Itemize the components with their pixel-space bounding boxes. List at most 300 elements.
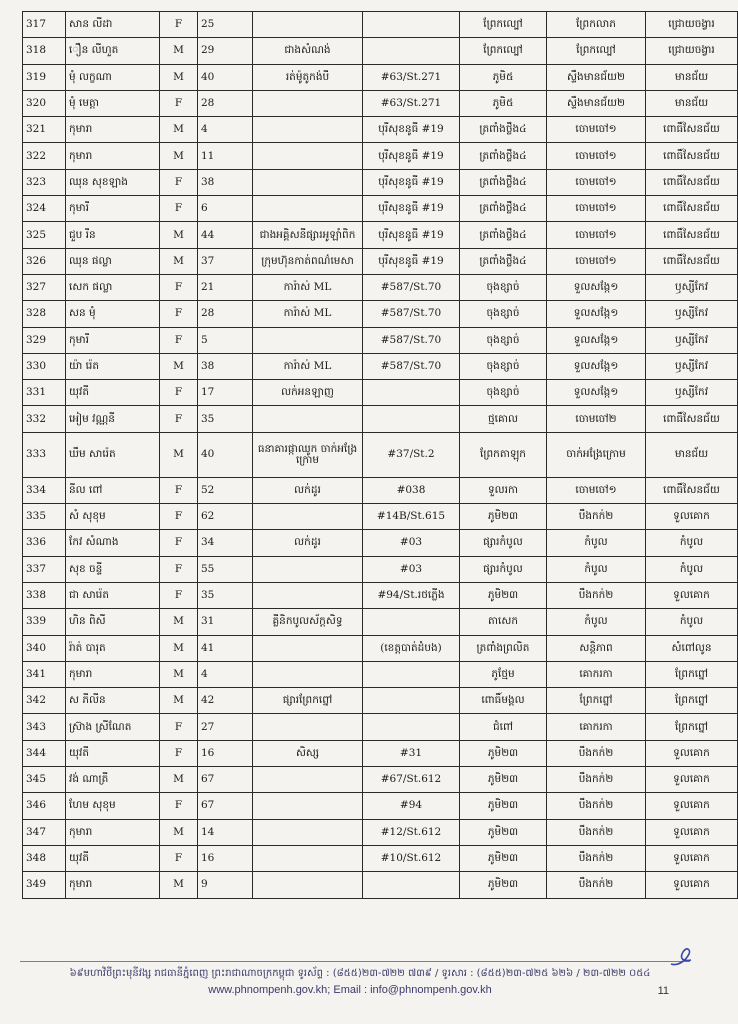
- cell-commune: ទួលសង្កែ១: [547, 380, 646, 406]
- table-row: [23, 845, 738, 871]
- cell-occupation: [253, 872, 363, 898]
- cell-house-address: #63/St.271: [363, 90, 460, 116]
- cell-person-name: យ៉ា រ៉េត: [66, 353, 160, 379]
- cell-sex: M: [160, 872, 198, 898]
- cell-row-number: 332: [23, 406, 66, 432]
- cell-row-number: 348: [23, 845, 66, 871]
- cell-sex: M: [160, 248, 198, 274]
- cell-age: 9: [198, 872, 253, 898]
- cell-occupation: លក់អនឡាញ: [253, 380, 363, 406]
- cell-row-number: 327: [23, 274, 66, 300]
- cell-district: ទួលគោក: [646, 872, 738, 898]
- cell-district: ព្រែកព្នៅ: [646, 661, 738, 687]
- cell-person-name: សាន លីដា: [66, 12, 160, 38]
- cell-age: 5: [198, 327, 253, 353]
- cell-person-name: សន មុំ: [66, 301, 160, 327]
- cell-person-name: យុវតី: [66, 845, 160, 871]
- cell-house-address: [363, 12, 460, 38]
- cell-occupation: [253, 196, 363, 222]
- cell-row-number: 343: [23, 714, 66, 740]
- table-row: [23, 353, 738, 379]
- cell-age: 25: [198, 12, 253, 38]
- cell-age: 40: [198, 432, 253, 477]
- cell-sex: F: [160, 274, 198, 300]
- cell-row-number: 336: [23, 530, 66, 556]
- cell-district: មានជ័យ: [646, 64, 738, 90]
- cell-row-number: 337: [23, 556, 66, 582]
- cell-row-number: 328: [23, 301, 66, 327]
- cell-house-address: #94/St.រថភ្លើង: [363, 582, 460, 608]
- table-row: [23, 661, 738, 687]
- registry-rows: [23, 12, 738, 899]
- cell-village: ត្រពាំងថ្លឹង៤: [460, 248, 547, 274]
- cell-sex: M: [160, 38, 198, 64]
- cell-house-address: #587/St.70: [363, 301, 460, 327]
- cell-house-address: បុរីសុខនូធី #19: [363, 196, 460, 222]
- cell-commune: សន្តិភាព: [547, 635, 646, 661]
- cell-occupation: ធនាគារផ្កាឈូក ចាក់អង្រែក្រោម: [253, 432, 363, 477]
- cell-commune: បឹងកក់២: [547, 845, 646, 871]
- table-row: [23, 714, 738, 740]
- cell-village: ពោធិ៍មង្គល: [460, 688, 547, 714]
- cell-house-address: #37/St.2: [363, 432, 460, 477]
- cell-sex: F: [160, 90, 198, 116]
- cell-person-name: រ៉ាត់ បារុត: [66, 635, 160, 661]
- table-row: [23, 432, 738, 477]
- cell-age: 28: [198, 301, 253, 327]
- cell-age: 11: [198, 143, 253, 169]
- cell-village: ភូមិ២៣: [460, 793, 547, 819]
- cell-district: កំបូល: [646, 530, 738, 556]
- cell-person-name: កុមារី: [66, 196, 160, 222]
- cell-house-address: [363, 406, 460, 432]
- cell-village: ភូមិ២៣: [460, 767, 547, 793]
- cell-row-number: 323: [23, 169, 66, 195]
- cell-age: 67: [198, 793, 253, 819]
- cell-occupation: [253, 504, 363, 530]
- cell-village: ត្រពាំងថ្លឹង៤: [460, 196, 547, 222]
- cell-row-number: 325: [23, 222, 66, 248]
- cell-district: ព្រែកព្នៅ: [646, 688, 738, 714]
- table-row: [23, 635, 738, 661]
- cell-person-name: យុវតី: [66, 740, 160, 766]
- cell-occupation: សិស្ស: [253, 740, 363, 766]
- cell-house-address: #67/St.612: [363, 767, 460, 793]
- cell-age: 41: [198, 635, 253, 661]
- cell-house-address: បុរីសុខនូធី #19: [363, 117, 460, 143]
- cell-occupation: ការ៉ាស់ ML: [253, 353, 363, 379]
- cell-row-number: 322: [23, 143, 66, 169]
- cell-person-name: កុមារា: [66, 117, 160, 143]
- cell-house-address: បុរីសុខនូធី #19: [363, 169, 460, 195]
- cell-village: ព្រែកល្បៅ: [460, 38, 547, 64]
- cell-age: 42: [198, 688, 253, 714]
- cell-person-name: កុមារា: [66, 819, 160, 845]
- table-row: [23, 90, 738, 116]
- cell-sex: F: [160, 380, 198, 406]
- cell-row-number: 338: [23, 582, 66, 608]
- table-row: [23, 222, 738, 248]
- cell-occupation: [253, 327, 363, 353]
- cell-person-name: ស ភីលីន: [66, 688, 160, 714]
- cell-occupation: ជាងអគ្គិសនីផ្សារអូឡាំពិក: [253, 222, 363, 248]
- cell-occupation: [253, 635, 363, 661]
- cell-sex: M: [160, 767, 198, 793]
- cell-commune: ចោមចៅ១: [547, 477, 646, 503]
- cell-house-address: #63/St.271: [363, 64, 460, 90]
- cell-commune: ចោមចៅ១: [547, 222, 646, 248]
- cell-sex: F: [160, 169, 198, 195]
- cell-commune: ទួលសង្កែ១: [547, 327, 646, 353]
- cell-age: 35: [198, 406, 253, 432]
- cell-house-address: [363, 714, 460, 740]
- cell-occupation: [253, 661, 363, 687]
- cell-house-address: #03: [363, 530, 460, 556]
- cell-sex: M: [160, 688, 198, 714]
- cell-age: 16: [198, 740, 253, 766]
- cell-person-name: អៀម វណ្ណនី: [66, 406, 160, 432]
- cell-village: ភូមិ២៣: [460, 582, 547, 608]
- cell-sex: M: [160, 353, 198, 379]
- cell-occupation: ជាងសំណង់: [253, 38, 363, 64]
- cell-occupation: លក់ដូរ: [253, 530, 363, 556]
- cell-house-address: #03: [363, 556, 460, 582]
- cell-sex: F: [160, 327, 198, 353]
- cell-age: 31: [198, 609, 253, 635]
- cell-occupation: ក្រុមហ៊ុនកាត់ពណ៌មេសា: [253, 248, 363, 274]
- cell-sex: M: [160, 819, 198, 845]
- table-row: [23, 117, 738, 143]
- cell-row-number: 349: [23, 872, 66, 898]
- cell-age: 35: [198, 582, 253, 608]
- table-row: [23, 301, 738, 327]
- cell-village: ផ្សារកំបូល: [460, 530, 547, 556]
- cell-house-address: បុរីសុខនូធី #19: [363, 143, 460, 169]
- table-row: [23, 740, 738, 766]
- cell-person-name: សំ សុខុម: [66, 504, 160, 530]
- cell-age: 62: [198, 504, 253, 530]
- cell-person-name: កែវ សំណាង: [66, 530, 160, 556]
- cell-sex: F: [160, 406, 198, 432]
- cell-sex: F: [160, 530, 198, 556]
- cell-occupation: [253, 90, 363, 116]
- cell-row-number: 340: [23, 635, 66, 661]
- cell-sex: M: [160, 432, 198, 477]
- footer-web-email: www.phnompenh.gov.kh; Email : info@phnompenh.gov.kh: [208, 984, 492, 996]
- cell-occupation: [253, 767, 363, 793]
- cell-row-number: 344: [23, 740, 66, 766]
- registry-table: [22, 11, 738, 899]
- cell-sex: F: [160, 740, 198, 766]
- table-row: [23, 169, 738, 195]
- cell-district: ទួលគោក: [646, 582, 738, 608]
- cell-sex: F: [160, 301, 198, 327]
- cell-occupation: [253, 819, 363, 845]
- cell-district: កំបូល: [646, 609, 738, 635]
- cell-district: ជ្រោយចង្វារ: [646, 38, 738, 64]
- cell-age: 21: [198, 274, 253, 300]
- table-row: [23, 64, 738, 90]
- cell-village: ភូមិ២៣: [460, 740, 547, 766]
- cell-house-address: #587/St.70: [363, 327, 460, 353]
- cell-commune: ចោមចៅ១: [547, 143, 646, 169]
- cell-occupation: [253, 793, 363, 819]
- cell-house-address: បុរីសុខនូធី #19: [363, 222, 460, 248]
- cell-age: 4: [198, 661, 253, 687]
- cell-person-name: ស្រ៊ាង ស្រីណែត: [66, 714, 160, 740]
- cell-district: ពោធិ៍សែនជ័យ: [646, 248, 738, 274]
- cell-house-address: បុរីសុខនូធី #19: [363, 248, 460, 274]
- cell-person-name: ហែម សុខុម: [66, 793, 160, 819]
- cell-person-name: មុំ មេត្តា: [66, 90, 160, 116]
- cell-village: ភូមិ៥: [460, 90, 547, 116]
- cell-age: 6: [198, 196, 253, 222]
- cell-age: 4: [198, 117, 253, 143]
- cell-house-address: #14B/St.615: [363, 504, 460, 530]
- table-row: [23, 12, 738, 38]
- cell-occupation: [253, 12, 363, 38]
- table-row: [23, 143, 738, 169]
- cell-district: ព្រែកព្នៅ: [646, 714, 738, 740]
- cell-age: 40: [198, 64, 253, 90]
- cell-district: ពោធិ៍សែនជ័យ: [646, 406, 738, 432]
- cell-district: មានជ័យ: [646, 90, 738, 116]
- cell-village: ជំពៅ: [460, 714, 547, 740]
- cell-commune: ព្រែកលាភ: [547, 12, 646, 38]
- cell-row-number: 341: [23, 661, 66, 687]
- cell-person-name: កុមារី: [66, 327, 160, 353]
- cell-district: ទួលគោក: [646, 504, 738, 530]
- cell-commune: កំបូល: [547, 556, 646, 582]
- cell-occupation: [253, 845, 363, 871]
- cell-commune: ទួលសង្កែ១: [547, 353, 646, 379]
- cell-house-address: (ខេត្តបាត់ដំបង): [363, 635, 460, 661]
- cell-village: ចុងខ្សាច់: [460, 327, 547, 353]
- cell-age: 28: [198, 90, 253, 116]
- table-row: [23, 819, 738, 845]
- cell-occupation: ផ្សារព្រែកព្នៅ: [253, 688, 363, 714]
- cell-row-number: 335: [23, 504, 66, 530]
- cell-sex: M: [160, 661, 198, 687]
- cell-district: ពោធិ៍សែនជ័យ: [646, 196, 738, 222]
- cell-sex: F: [160, 196, 198, 222]
- cell-sex: M: [160, 117, 198, 143]
- cell-sex: M: [160, 64, 198, 90]
- cell-village: ត្រពាំងថ្លឹង៤: [460, 143, 547, 169]
- cell-commune: ស្ទឹងមានជ័យ២: [547, 64, 646, 90]
- cell-commune: ចោមចៅ១: [547, 196, 646, 222]
- cell-district: ជ្រោយចង្វារ: [646, 12, 738, 38]
- cell-commune: ចោមចៅ២: [547, 406, 646, 432]
- cell-row-number: 342: [23, 688, 66, 714]
- cell-age: 55: [198, 556, 253, 582]
- cell-village: ផ្សារកំបូល: [460, 556, 547, 582]
- cell-district: ទួលគោក: [646, 793, 738, 819]
- footer-address: ៦៩មហាវិថីព្រះមុនីវង្ស រាជធានីភ្នំពេញ ព្រះរាជាណាចក្រកម្ពុជា ទូរស័ព្ទ : (៨៥៥)២៣-៧២២ ៧៣៩ / ទូរសារ : (៨៥៥)២៣-៧២៥ ៦២៦ / ២៣-៧២២ ០៥៤: [69, 968, 651, 979]
- cell-village: ចុងខ្សាច់: [460, 380, 547, 406]
- table-row: [23, 872, 738, 898]
- cell-district: ទួលគោក: [646, 819, 738, 845]
- cell-village: ត្រពាំងថ្លឹង៤: [460, 169, 547, 195]
- cell-person-name: ឃឹម សារ៉េត: [66, 432, 160, 477]
- cell-person-name: ហិន ពិសី: [66, 609, 160, 635]
- cell-commune: គោករកា: [547, 661, 646, 687]
- cell-age: 67: [198, 767, 253, 793]
- table-row: [23, 582, 738, 608]
- cell-person-name: ជួប រីន: [66, 222, 160, 248]
- cell-age: 34: [198, 530, 253, 556]
- cell-district: ពោធិ៍សែនជ័យ: [646, 117, 738, 143]
- cell-person-name: នីល ពៅ: [66, 477, 160, 503]
- table-row: [23, 530, 738, 556]
- cell-row-number: 333: [23, 432, 66, 477]
- cell-village: តាសេក: [460, 609, 547, 635]
- cell-commune: ចោមចៅ១: [547, 248, 646, 274]
- cell-age: 44: [198, 222, 253, 248]
- cell-district: ពោធិ៍សែនជ័យ: [646, 477, 738, 503]
- cell-village: ព្រែកល្បៅ: [460, 12, 547, 38]
- cell-row-number: 334: [23, 477, 66, 503]
- cell-sex: F: [160, 12, 198, 38]
- cell-house-address: #587/St.70: [363, 353, 460, 379]
- cell-district: ឫស្សីកែវ: [646, 301, 738, 327]
- cell-person-name: យុវតី: [66, 380, 160, 406]
- cell-house-address: #94: [363, 793, 460, 819]
- cell-commune: បឹងកក់២: [547, 793, 646, 819]
- table-row: [23, 504, 738, 530]
- cell-sex: F: [160, 793, 198, 819]
- cell-age: 38: [198, 353, 253, 379]
- cell-row-number: 326: [23, 248, 66, 274]
- table-row: [23, 248, 738, 274]
- table-row: [23, 688, 738, 714]
- cell-age: 14: [198, 819, 253, 845]
- cell-commune: ព្រែកព្នៅ: [547, 688, 646, 714]
- cell-commune: បឹងកក់២: [547, 767, 646, 793]
- cell-commune: ស្ទឹងមានជ័យ២: [547, 90, 646, 116]
- footer-divider: [20, 961, 690, 962]
- table-row: [23, 38, 738, 64]
- cell-occupation: ការ៉ាស់ ML: [253, 274, 363, 300]
- cell-person-name: ជា សារ៉េត: [66, 582, 160, 608]
- cell-district: ពោធិ៍សែនជ័យ: [646, 169, 738, 195]
- cell-age: 17: [198, 380, 253, 406]
- cell-village: ភូមិ២៣: [460, 845, 547, 871]
- cell-commune: បឹងកក់២: [547, 872, 646, 898]
- cell-district: ឫស្សីកែវ: [646, 380, 738, 406]
- cell-row-number: 346: [23, 793, 66, 819]
- table-row: [23, 196, 738, 222]
- cell-district: ឫស្សីកែវ: [646, 327, 738, 353]
- cell-house-address: [363, 661, 460, 687]
- cell-sex: F: [160, 556, 198, 582]
- table-row: [23, 274, 738, 300]
- cell-sex: F: [160, 714, 198, 740]
- cell-age: 27: [198, 714, 253, 740]
- cell-commune: បឹងកក់២: [547, 819, 646, 845]
- cell-commune: បឹងកក់២: [547, 504, 646, 530]
- cell-house-address: #038: [363, 477, 460, 503]
- cell-commune: ព្រែកល្បៅ: [547, 38, 646, 64]
- cell-person-name: កុមារា: [66, 661, 160, 687]
- table-row: [23, 477, 738, 503]
- cell-age: 38: [198, 169, 253, 195]
- cell-house-address: #31: [363, 740, 460, 766]
- cell-row-number: 321: [23, 117, 66, 143]
- cell-commune: ចោមចៅ១: [547, 117, 646, 143]
- cell-sex: F: [160, 845, 198, 871]
- cell-village: ចុងខ្សាច់: [460, 353, 547, 379]
- cell-age: 37: [198, 248, 253, 274]
- cell-age: 16: [198, 845, 253, 871]
- cell-house-address: #587/St.70: [363, 274, 460, 300]
- cell-village: ចុងខ្សាច់: [460, 274, 547, 300]
- table-row: [23, 556, 738, 582]
- cell-occupation: រត់ម៉ូតូកង់បី: [253, 64, 363, 90]
- cell-sex: F: [160, 504, 198, 530]
- cell-person-name: មុំ លក្ខណា: [66, 64, 160, 90]
- cell-house-address: [363, 38, 460, 64]
- cell-occupation: [253, 556, 363, 582]
- cell-person-name: សេក ផល្លា: [66, 274, 160, 300]
- cell-age: 29: [198, 38, 253, 64]
- cell-person-name: សុខ ចន្ទី: [66, 556, 160, 582]
- cell-row-number: 329: [23, 327, 66, 353]
- cell-person-name: ឈុន ផល្លា: [66, 248, 160, 274]
- cell-village: ភូមិ២៣: [460, 872, 547, 898]
- cell-house-address: [363, 380, 460, 406]
- cell-age: 52: [198, 477, 253, 503]
- cell-row-number: 319: [23, 64, 66, 90]
- cell-row-number: 339: [23, 609, 66, 635]
- cell-village: ចុងខ្សាច់: [460, 301, 547, 327]
- page-number: 11: [657, 985, 669, 997]
- cell-commune: បឹងកក់២: [547, 582, 646, 608]
- cell-occupation: [253, 169, 363, 195]
- cell-commune: ទួលសង្កែ១: [547, 274, 646, 300]
- cell-row-number: 345: [23, 767, 66, 793]
- cell-occupation: [253, 143, 363, 169]
- cell-commune: ទួលសង្កែ១: [547, 301, 646, 327]
- cell-row-number: 320: [23, 90, 66, 116]
- cell-row-number: 347: [23, 819, 66, 845]
- cell-commune: ចោមចៅ១: [547, 169, 646, 195]
- table-row: [23, 609, 738, 635]
- cell-house-address: #12/St.612: [363, 819, 460, 845]
- cell-sex: M: [160, 222, 198, 248]
- cell-district: ឫស្សីកែវ: [646, 274, 738, 300]
- cell-district: ទួលគោក: [646, 767, 738, 793]
- cell-occupation: ការ៉ាស់ ML: [253, 301, 363, 327]
- cell-district: ឫស្សីកែវ: [646, 353, 738, 379]
- table-row: [23, 327, 738, 353]
- cell-sex: M: [160, 609, 198, 635]
- cell-village: ភូមិ២៣: [460, 504, 547, 530]
- cell-village: ភូមិ២៣: [460, 819, 547, 845]
- cell-person-name: ឈុន សុខឡាង: [66, 169, 160, 195]
- cell-house-address: [363, 872, 460, 898]
- cell-occupation: [253, 714, 363, 740]
- cell-occupation: គ្លីនិកបូលស័ក្ដសិទ្ធ: [253, 609, 363, 635]
- cell-district: ទួលគោក: [646, 740, 738, 766]
- cell-row-number: 331: [23, 380, 66, 406]
- cell-occupation: [253, 582, 363, 608]
- cell-commune: កំបូល: [547, 609, 646, 635]
- table-row: [23, 767, 738, 793]
- cell-sex: F: [160, 582, 198, 608]
- cell-person-name: វង់ ណាត្រី: [66, 767, 160, 793]
- cell-person-name: កុមារា: [66, 143, 160, 169]
